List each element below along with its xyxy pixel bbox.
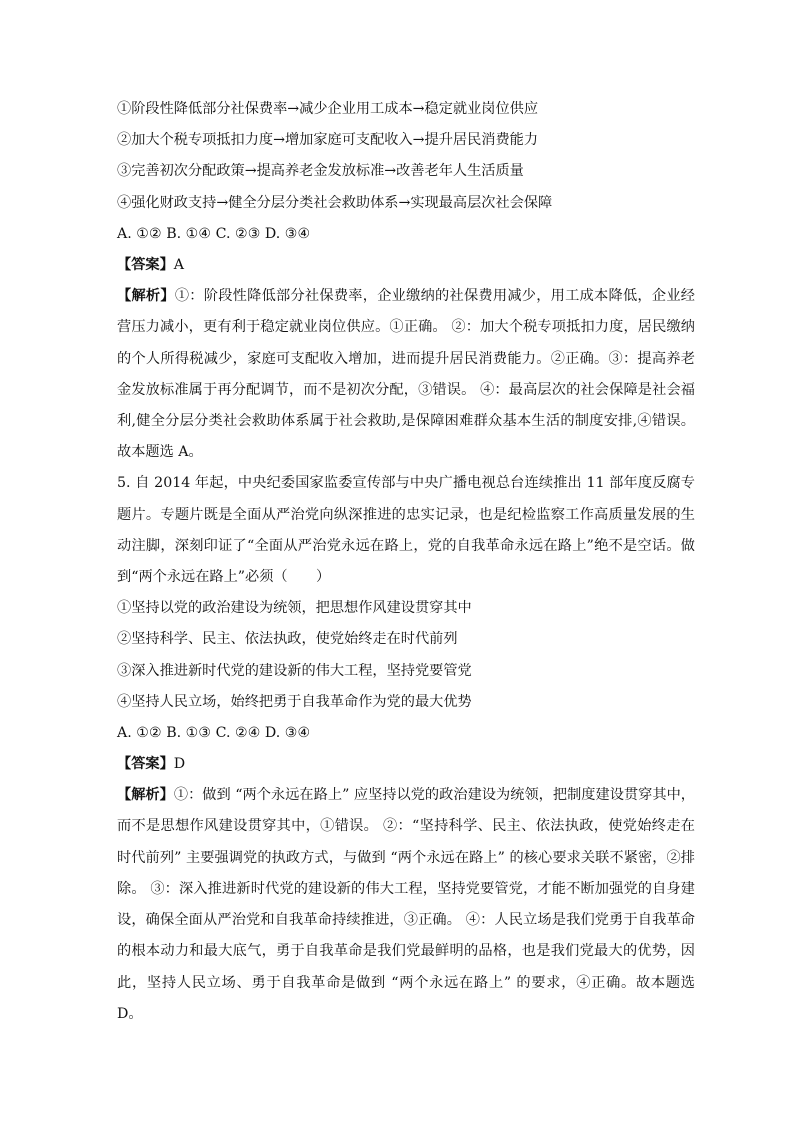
q5-choices: A. ①② B. ①③ C. ②④ D. ③④ — [117, 724, 311, 741]
q4-analysis — [117, 281, 695, 468]
q4-option-3: ③完善初次分配政策→提高养老金发放标准→改善老年人生活质量 — [117, 163, 524, 180]
q4-choices: A. ①② B. ①④ C. ②③ D. ③④ — [117, 225, 311, 242]
document-page — [117, 94, 695, 1030]
q5-answer — [117, 749, 695, 780]
q5-option-3: ③深入推进新时代党的建设新的伟大工程，坚持党要管党 — [117, 662, 472, 679]
q4-option-4: ④强化财政支持→健全分层分类社会救助体系→实现最高层次社会保障 — [117, 194, 553, 211]
answer-tag: 【答案】 — [117, 756, 174, 773]
analysis-text: ①：做到 “两个永远在路上” 应坚持以党的政治建设为统领，把制度建设贯穿其中，而不是思想作风建设贯穿其中，①错误。 ②：“坚持科学、民主、依法执政，使党始终走在时代前列” 主要强调党的执政方式，与做到 “两个永远在路上” 的核心要求关联不紧密，②排除。 ③：深入推进新时代党的建设新的伟大工程，坚持党要管党，才能不断加强党的自身建设，确保全面从严治党和自我革命持续推进，③正确。 ④：人民立场是我们党勇于自我革命的根本动力和最大底气，勇于自我革命是我们党最鲜明的品格，也是我们党最大的优势，因此，坚持人民立场、勇于自我革命是做到 “两个永远在路上” 的要求，④正确。故本题选 D。 — [117, 787, 695, 1022]
q5-option-1: ①坚持以党的政治建设为统领，把思想作风建设贯穿其中 — [117, 600, 472, 617]
answer-value: A — [173, 256, 185, 273]
answer-tag: 【答案】 — [117, 256, 174, 273]
analysis-tag: 【解析】 — [117, 288, 175, 305]
q4-answer — [117, 250, 695, 281]
q5-stem: 5. 自 2014 年起，中央纪委国家监委宣传部与中央广播电视总台连续推出 11 部年度反腐专题片。专题片既是全面从严治党向纵深推进的忠实记录，也是纪检监察工作高质量发展的生动注脚，深刻印证了“全面从严治党永远在路上，党的自我革命永远在路上”绝不是空话。做到“两个永远在路上”必须（ ） — [117, 475, 695, 585]
q4-option-1: ①阶段性降低部分社保费率→减少企业用工成本→稳定就业岗位供应 — [117, 101, 539, 117]
analysis-text: ①：阶段性降低部分社保费率，企业缴纳的社保费用减少，用工成本降低，企业经营压力减小，更有利于稳定就业岗位供应。①正确。 ②：加大个税专项抵扣力度，居民缴纳的个人所得税减少，家庭可支配收入增加，进而提升居民消费能力。②正确。③：提高养老金发放标准属于再分配调节，而不是初次分配，③错误。 ④：最高层次的社会保障是社会福利,健全分层分类社会救助体系属于社会救助,是保障困难群众基本生活的制度安排,④错误。 故本题选 A。 — [117, 288, 695, 461]
q5-option-2: ②坚持科学、民主、依法执政，使党始终走在时代前列 — [117, 631, 458, 648]
q4-option-2: ②加大个税专项抵扣力度→增加家庭可支配收入→提升居民消费能力 — [117, 132, 539, 149]
analysis-tag: 【解析】 — [117, 787, 174, 804]
answer-value: D — [173, 756, 186, 773]
q5-analysis — [117, 780, 695, 1030]
q5-option-4: ④坚持人民立场，始终把勇于自我革命作为党的最大优势 — [117, 693, 472, 710]
